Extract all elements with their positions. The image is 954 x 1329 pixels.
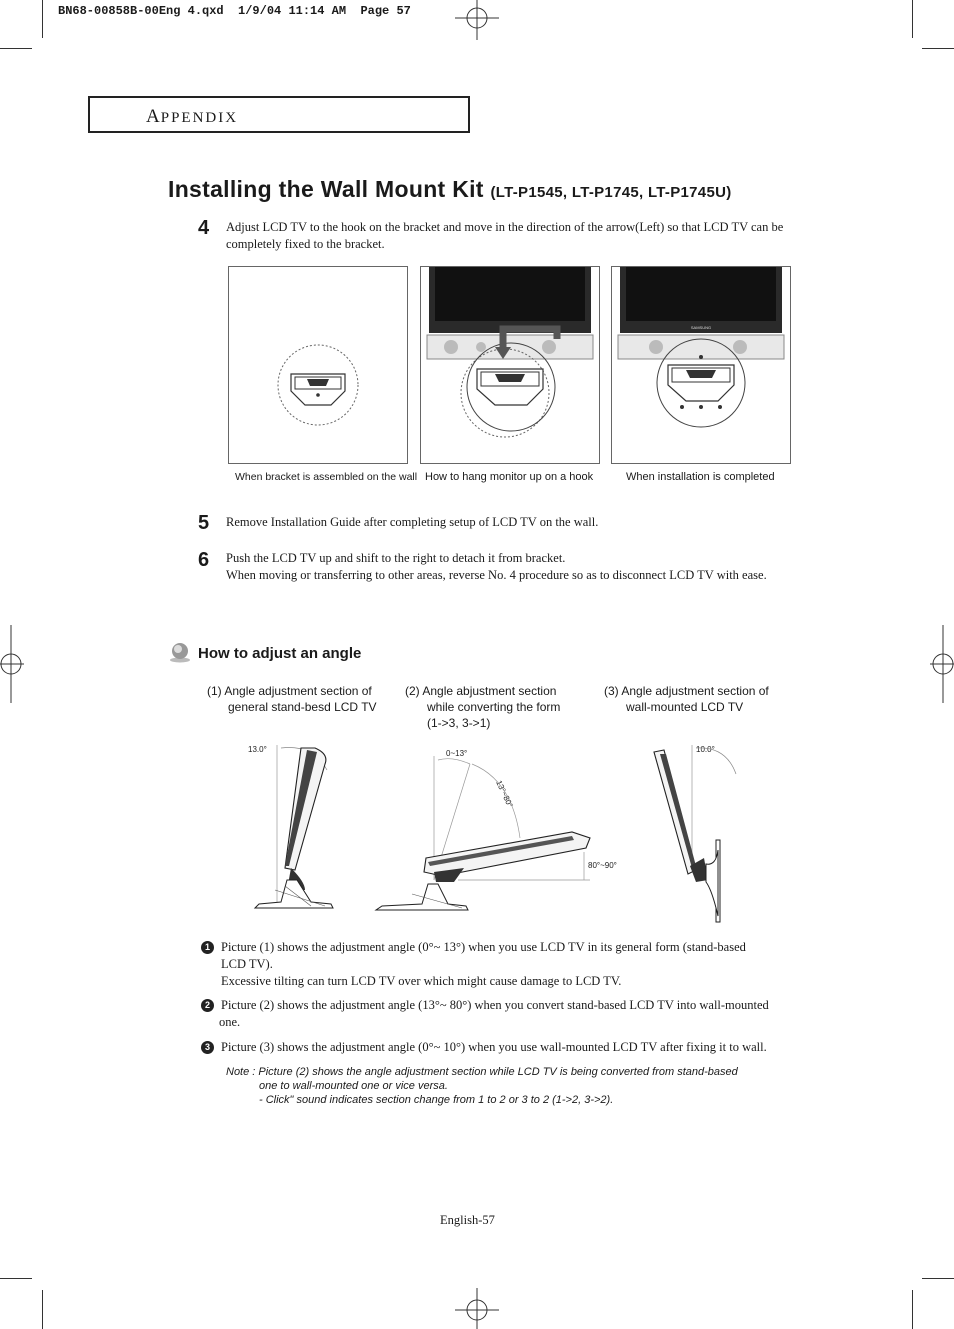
angle-label-80-90: 80°~90° bbox=[588, 861, 617, 870]
tilt-illustration-wall bbox=[640, 740, 750, 925]
page-title bbox=[168, 176, 732, 203]
tilt-illustration-stand bbox=[245, 740, 345, 915]
registration-mark-bottom bbox=[455, 1288, 499, 1329]
registration-mark-right bbox=[930, 625, 954, 703]
tilt-illustration-convert bbox=[372, 740, 622, 915]
angle-caption-3: (3) Angle adjustment section of wall-mounted LCD TV bbox=[604, 684, 769, 714]
figure-hang-on-hook bbox=[420, 266, 600, 464]
bullet-2: 2 bbox=[201, 999, 214, 1012]
angle-caption-1: (1) Angle adjustment section of general stand-besd LCD TV bbox=[207, 684, 377, 714]
step-text-6: Push the LCD TV up and shift to the right to detach it from bracket. When moving or transferring to other areas, reverse No. 4 procedure so as to disconnect LCD TV with ease. bbox=[226, 551, 767, 582]
installed-tv-illustration bbox=[612, 267, 790, 463]
bullet-text-3: Picture (3) shows the adjustment angle (0°~ 10°) when you use wall-mounted LCD TV after fixing it to wall. bbox=[221, 1040, 767, 1054]
registration-mark-top bbox=[455, 0, 499, 40]
angle-heading: How to adjust an angle bbox=[198, 645, 362, 662]
bullet-3: 3 bbox=[201, 1041, 214, 1054]
figure-caption-1: When bracket is assembled on the wall bbox=[235, 471, 418, 483]
title-main: Installing the Wall Mount Kit bbox=[168, 176, 484, 202]
step-number-4: 4 bbox=[198, 217, 210, 239]
file-slug: BN68-00858B-00Eng 4.qxd 1/9/04 11:14 AM Page 57 bbox=[58, 4, 411, 18]
registration-mark-left bbox=[0, 625, 24, 703]
bullet-text-1: Picture (1) shows the adjustment angle (0°~ 13°) when you use LCD TV in its general form (stand-based LCD TV). Excessive tilting can turn LCD TV over which might cause damage to LCD TV. bbox=[221, 940, 746, 988]
figure-caption-2: How to hang monitor up on a hook bbox=[425, 471, 594, 483]
step-text-5: Remove Installation Guide after completing setup of LCD TV on the wall. bbox=[226, 515, 599, 529]
appendix-label: APPENDIX bbox=[146, 106, 239, 127]
step-number-6: 6 bbox=[198, 549, 210, 571]
globe-icon bbox=[168, 641, 192, 663]
figure-installation-complete bbox=[611, 266, 791, 464]
page-number: English-57 bbox=[440, 1213, 495, 1227]
angle-label-0-13: 0~13° bbox=[446, 749, 468, 758]
title-models: (LT-P1545, LT-P1745, LT-P1745U) bbox=[490, 184, 732, 201]
bullet-text-2: Picture (2) shows the adjustment angle (13°~ 80°) when you convert stand-based LCD TV into wall-mounted one. bbox=[219, 998, 769, 1029]
bullet-1: 1 bbox=[201, 941, 214, 954]
step-text-4: Adjust LCD TV to the hook on the bracket and move in the direction of the arrow(Left) so that LCD TV can be completely fixed to the bracket. bbox=[226, 220, 784, 251]
angle-label-13: 13.0° bbox=[248, 745, 267, 754]
angle-caption-2: (2) Angle abjustment section while converting the form (1->3, 3->1) bbox=[405, 684, 561, 730]
tv-brand-text: SAMSUNG bbox=[690, 325, 712, 330]
note: Note : Picture (2) shows the angle adjustment section while LCD TV is being converted from stand-based one to wall-mounted one or vice versa. - Click" sound indicates section change from 1 to 2 or 3 to 2 (1->2, 3->2). bbox=[226, 1066, 738, 1106]
hang-monitor-illustration bbox=[421, 267, 599, 463]
tv-brand-text: SAMSUNG bbox=[499, 325, 521, 330]
angle-label-10: 10.0° bbox=[696, 745, 715, 754]
figure-bracket-on-wall bbox=[228, 266, 408, 464]
figure-caption-3: When installation is completed bbox=[626, 471, 775, 483]
angle-label-13-80: 13°~80° bbox=[494, 779, 515, 810]
step-number-5: 5 bbox=[198, 512, 210, 534]
bracket-illustration bbox=[229, 267, 407, 463]
